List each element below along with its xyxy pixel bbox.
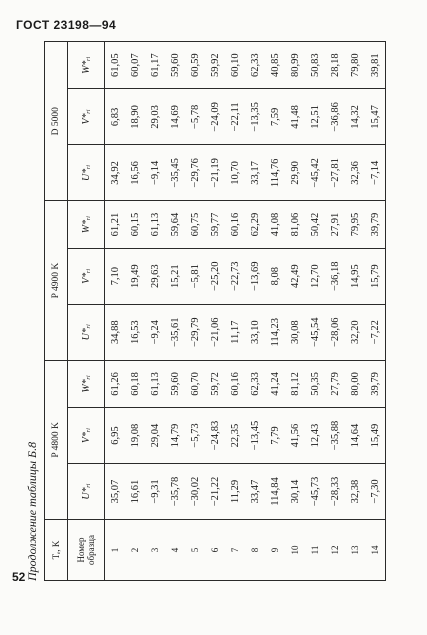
value-cell: 42,49 — [285, 248, 305, 304]
value-cell: 60,16 — [225, 201, 245, 248]
value-cell: 60,59 — [185, 42, 205, 89]
sample-number-cell: 5 — [185, 520, 205, 581]
value-cell: −25,20 — [205, 248, 225, 304]
rotated-table-block — [22, 41, 394, 581]
value-cell: 12,43 — [305, 408, 325, 464]
sample-number-cell: 13 — [345, 520, 365, 581]
value-cell: 6,83 — [105, 89, 126, 145]
value-cell: 34,88 — [105, 304, 126, 360]
value-cell: 40,85 — [265, 42, 285, 89]
table-row — [325, 42, 345, 581]
value-cell: 39,81 — [365, 42, 386, 89]
value-cell: −13,35 — [245, 89, 265, 145]
value-cell: −45,42 — [305, 145, 325, 201]
table-caption: Продолжение таблицы Б.8 — [25, 441, 39, 581]
value-cell: 29,63 — [145, 248, 165, 304]
table-row — [125, 42, 145, 581]
value-cell: 79,95 — [345, 201, 365, 248]
table-row — [245, 42, 265, 581]
value-cell: 61,26 — [105, 360, 126, 407]
group-header-1: P 4800 K — [45, 360, 68, 519]
value-cell: −5,81 — [185, 248, 205, 304]
value-cell: 79,80 — [345, 42, 365, 89]
table-row — [365, 42, 386, 581]
value-cell: 32,38 — [345, 464, 365, 520]
value-cell: −27,81 — [325, 145, 345, 201]
value-cell: 80,00 — [345, 360, 365, 407]
value-cell: −22,73 — [225, 248, 245, 304]
value-cell: 60,75 — [185, 201, 205, 248]
value-cell: 50,83 — [305, 42, 325, 89]
value-cell: 41,48 — [285, 89, 305, 145]
value-cell: 33,17 — [245, 145, 265, 201]
value-cell: 50,42 — [305, 201, 325, 248]
value-cell: 60,15 — [125, 201, 145, 248]
value-cell: 61,13 — [145, 360, 165, 407]
value-cell: 7,10 — [105, 248, 126, 304]
value-cell: −29,76 — [185, 145, 205, 201]
value-cell: 14,79 — [165, 408, 185, 464]
value-cell: 60,10 — [225, 42, 245, 89]
value-cell: −45,54 — [305, 304, 325, 360]
value-cell: 11,17 — [225, 304, 245, 360]
value-cell: −21,19 — [205, 145, 225, 201]
value-cell: 33,10 — [245, 304, 265, 360]
value-cell: 29,90 — [285, 145, 305, 201]
value-cell: 18,90 — [125, 89, 145, 145]
value-cell: −9,24 — [145, 304, 165, 360]
value-cell: 60,70 — [185, 360, 205, 407]
value-cell: −13,45 — [245, 408, 265, 464]
value-cell: −5,73 — [185, 408, 205, 464]
table-row — [105, 42, 126, 581]
group-header-2: P 4900 K — [45, 201, 68, 360]
value-cell: 39,79 — [365, 201, 386, 248]
document-header: ГОСТ 23198—94 — [16, 18, 117, 32]
page-number: 52 — [12, 570, 26, 584]
value-cell: 15,79 — [365, 248, 386, 304]
value-cell: 14,69 — [165, 89, 185, 145]
value-cell: 59,64 — [165, 201, 185, 248]
value-cell: 41,24 — [265, 360, 285, 407]
sample-number-cell: 3 — [145, 520, 165, 581]
value-cell: 61,17 — [145, 42, 165, 89]
sample-number-cell: 11 — [305, 520, 325, 581]
table-row — [165, 42, 185, 581]
value-cell: −9,31 — [145, 464, 165, 520]
value-cell: 35,07 — [105, 464, 126, 520]
table-row — [205, 42, 225, 581]
value-cell: −28,33 — [325, 464, 345, 520]
sample-number-cell: 9 — [265, 520, 285, 581]
column-subheader: W*ᵣᵢ — [68, 42, 105, 89]
value-cell: 60,18 — [125, 360, 145, 407]
sample-number-cell: 1 — [105, 520, 126, 581]
column-subheader: U*ᵣᵢ — [68, 145, 105, 201]
value-cell: −35,61 — [165, 304, 185, 360]
table-row — [225, 42, 245, 581]
value-cell: −21,22 — [205, 464, 225, 520]
data-table — [44, 41, 386, 581]
value-cell: −7,30 — [365, 464, 386, 520]
value-cell: 16,56 — [125, 145, 145, 201]
column-subheader: W*ᵣᵢ — [68, 360, 105, 407]
value-cell: −29,79 — [185, 304, 205, 360]
value-cell: −13,69 — [245, 248, 265, 304]
value-cell: 59,92 — [205, 42, 225, 89]
value-cell: 27,91 — [325, 201, 345, 248]
column-subheader: V*ᵣᵢ — [68, 248, 105, 304]
value-cell: 15,47 — [365, 89, 386, 145]
value-cell: 59,60 — [165, 360, 185, 407]
value-cell: 114,84 — [265, 464, 285, 520]
value-cell: 62,33 — [245, 360, 265, 407]
value-cell: 41,08 — [265, 201, 285, 248]
table-body — [105, 42, 386, 581]
value-cell: −35,45 — [165, 145, 185, 201]
value-cell: 22,35 — [225, 408, 245, 464]
value-cell: 114,76 — [265, 145, 285, 201]
value-cell: −5,78 — [185, 89, 205, 145]
value-cell: 15,21 — [165, 248, 185, 304]
value-cell: 59,72 — [205, 360, 225, 407]
value-cell: 19,08 — [125, 408, 145, 464]
value-cell: −24,09 — [205, 89, 225, 145]
value-cell: −45,73 — [305, 464, 325, 520]
value-cell: 59,60 — [165, 42, 185, 89]
value-cell: 114,23 — [265, 304, 285, 360]
table-row — [145, 42, 165, 581]
sample-number-cell: 8 — [245, 520, 265, 581]
value-cell: −7,14 — [365, 145, 386, 201]
value-cell: −30,02 — [185, 464, 205, 520]
value-cell: 11,29 — [225, 464, 245, 520]
column-subheader: V*ᵣᵢ — [68, 89, 105, 145]
value-cell: 7,59 — [265, 89, 285, 145]
sample-number-cell: 6 — [205, 520, 225, 581]
value-cell: 14,64 — [345, 408, 365, 464]
value-cell: 61,21 — [105, 201, 126, 248]
column-subheader: U*ᵣᵢ — [68, 464, 105, 520]
sample-number-cell: 7 — [225, 520, 245, 581]
value-cell: 29,04 — [145, 408, 165, 464]
value-cell: 62,33 — [245, 42, 265, 89]
table-row — [305, 42, 325, 581]
value-cell: 32,20 — [345, 304, 365, 360]
value-cell: 62,29 — [245, 201, 265, 248]
value-cell: 16,53 — [125, 304, 145, 360]
value-cell: −24,83 — [205, 408, 225, 464]
value-cell: 8,08 — [265, 248, 285, 304]
value-cell: 14,95 — [345, 248, 365, 304]
value-cell: −35,88 — [325, 408, 345, 464]
group-header-3: D 5000 — [45, 42, 68, 201]
value-cell: 33,47 — [245, 464, 265, 520]
value-cell: −21,06 — [205, 304, 225, 360]
value-cell: 7,79 — [265, 408, 285, 464]
table-row — [265, 42, 285, 581]
value-cell: −28,06 — [325, 304, 345, 360]
table-row — [345, 42, 365, 581]
column-subheader: W*ᵣᵢ — [68, 201, 105, 248]
stub-header-sample: Номер образца — [68, 520, 105, 581]
table-row — [185, 42, 205, 581]
sample-number-cell: 10 — [285, 520, 305, 581]
value-cell: 59,77 — [205, 201, 225, 248]
value-cell: 60,07 — [125, 42, 145, 89]
value-cell: 61,05 — [105, 42, 126, 89]
sample-number-cell: 14 — [365, 520, 386, 581]
value-cell: −36,18 — [325, 248, 345, 304]
value-cell: 30,08 — [285, 304, 305, 360]
value-cell: 14,32 — [345, 89, 365, 145]
sample-number-cell: 12 — [325, 520, 345, 581]
table-row — [285, 42, 305, 581]
value-cell: 12,51 — [305, 89, 325, 145]
value-cell: −35,78 — [165, 464, 185, 520]
value-cell: 81,12 — [285, 360, 305, 407]
value-cell: 12,70 — [305, 248, 325, 304]
value-cell: 50,35 — [305, 360, 325, 407]
value-cell: −9,14 — [145, 145, 165, 201]
value-cell: 32,36 — [345, 145, 365, 201]
value-cell: 16,61 — [125, 464, 145, 520]
value-cell: 29,03 — [145, 89, 165, 145]
sample-number-cell: 2 — [125, 520, 145, 581]
value-cell: 61,13 — [145, 201, 165, 248]
value-cell: 27,79 — [325, 360, 345, 407]
value-cell: 30,14 — [285, 464, 305, 520]
value-cell: 6,95 — [105, 408, 126, 464]
value-cell: 15,49 — [365, 408, 386, 464]
column-subheader: U*ᵣᵢ — [68, 304, 105, 360]
value-cell: 41,56 — [285, 408, 305, 464]
value-cell: −22,11 — [225, 89, 245, 145]
value-cell: 60,16 — [225, 360, 245, 407]
column-subheader: V*ᵣᵢ — [68, 408, 105, 464]
sample-number-cell: 4 — [165, 520, 185, 581]
stub-header-temperature: Tₑ, K — [45, 520, 68, 581]
value-cell: 10,70 — [225, 145, 245, 201]
value-cell: 81,06 — [285, 201, 305, 248]
value-cell: 80,99 — [285, 42, 305, 89]
value-cell: 34,92 — [105, 145, 126, 201]
value-cell: 39,79 — [365, 360, 386, 407]
value-cell: 19,49 — [125, 248, 145, 304]
value-cell: 28,18 — [325, 42, 345, 89]
value-cell: −7,22 — [365, 304, 386, 360]
value-cell: −36,86 — [325, 89, 345, 145]
